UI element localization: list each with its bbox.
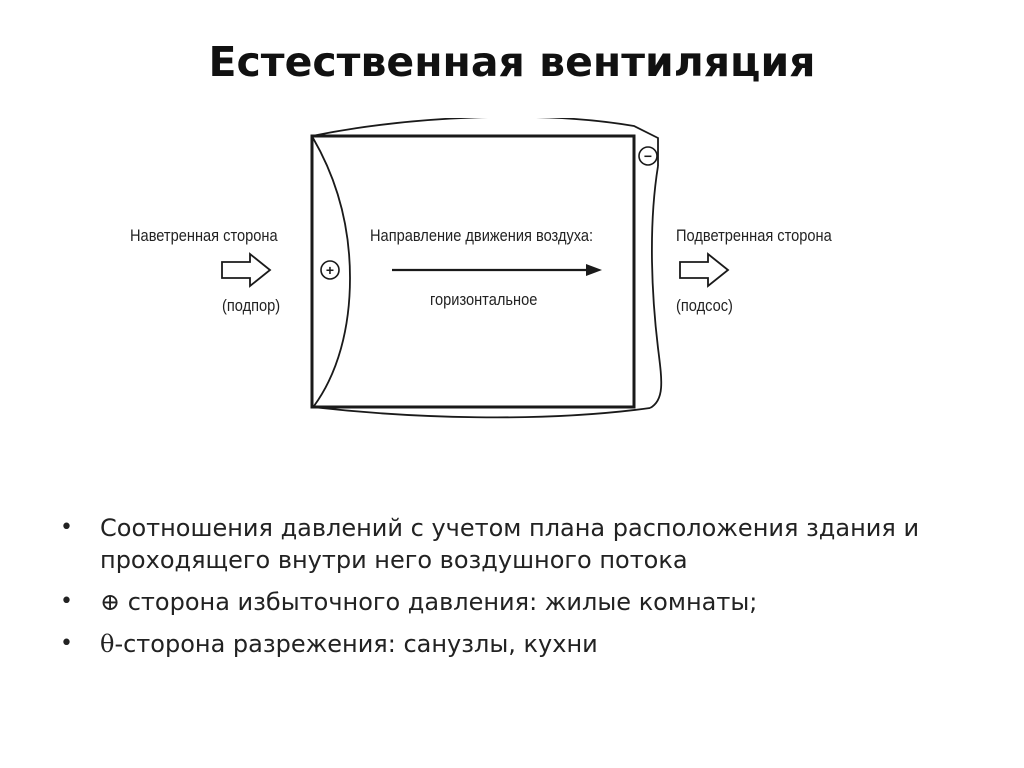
theta-symbol: θ (100, 630, 115, 658)
leeward-arrow-icon (680, 254, 728, 286)
bullet-text: -сторона разрежения: санузлы, кухни (114, 630, 598, 658)
top-airflow-curve (312, 118, 658, 166)
leeward-label: Подветренная сторона (676, 226, 832, 245)
plus-circle-symbol: ⊕ (100, 588, 121, 616)
bullet-item-positive-side (60, 586, 960, 618)
bullet-icon: • (60, 631, 73, 656)
building-outline (312, 136, 634, 407)
bullet-text: Соотношения давлений с учетом плана расположения здания и проходящего внутри него воздушного потока (100, 514, 920, 574)
bullet-text: сторона избыточного давления: жилые комнаты; (120, 588, 758, 616)
direction-sublabel: горизонтальное (430, 290, 538, 309)
ventilation-diagram (110, 118, 880, 438)
bottom-airflow-curve (312, 407, 650, 417)
windward-arrow-icon (222, 254, 270, 286)
bullet-icon: • (60, 589, 73, 614)
plus-symbol: + (325, 262, 335, 278)
slide-title: Естественная вентиляция (208, 38, 816, 86)
bullet-icon: • (60, 515, 73, 540)
diagram-drawing (110, 118, 880, 438)
windward-label: Наветренная сторона (130, 226, 278, 245)
bullet-list (60, 512, 960, 670)
bullet-item-pressure-ratio (60, 512, 960, 576)
minus-symbol: − (643, 148, 653, 164)
leeward-suction-curve (650, 166, 661, 408)
direction-label: Направление движения воздуха: (370, 226, 594, 245)
bullet-item-negative-side (60, 628, 960, 660)
windward-sublabel: (подпор) (222, 296, 281, 315)
airflow-direction-arrowhead-icon (586, 264, 602, 276)
leeward-sublabel: (подсос) (676, 296, 733, 315)
